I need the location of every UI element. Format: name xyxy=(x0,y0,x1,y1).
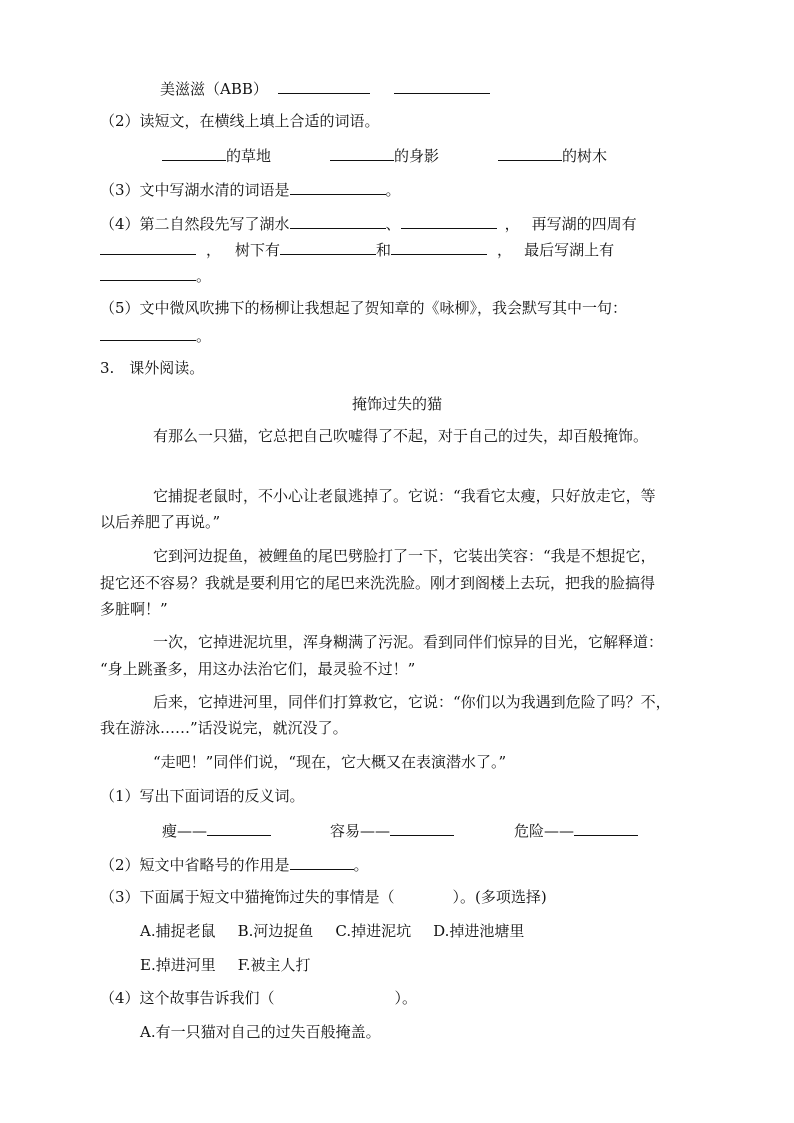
answer-blank[interactable] xyxy=(330,145,394,161)
antonym-item: 危险—— xyxy=(514,820,638,841)
sub-question-3: （3）下面属于短文中猫掩饰过失的事情是（ ）。(多项选择) xyxy=(100,888,547,906)
story-paragraph: “身上跳蚤多，用这办法治它们，最灵验不过！” xyxy=(100,660,416,678)
q2-item: 的身影 xyxy=(330,145,439,166)
question-5-cont: 。 xyxy=(100,325,211,346)
sub-question-2: （2）短文中省略号的作用是 。 xyxy=(100,856,369,874)
answer-blank[interactable] xyxy=(290,179,386,195)
story-paragraph: 一次，它掉进泥坑里，浑身糊满了污泥。看到同伴们惊异的目光，它解释道： xyxy=(153,633,664,651)
story-paragraph: 我在游泳……”话没说完，就沉没了。 xyxy=(100,719,348,737)
sub-question-1: （1）写出下面词语的反义词。 xyxy=(100,787,305,805)
abb-label: 美滋滋（ABB） xyxy=(160,80,268,98)
section-3-heading: 3. 课外阅读。 xyxy=(100,359,205,377)
choice-row xyxy=(140,921,524,941)
story-paragraph: 多脏啊！” xyxy=(100,600,168,618)
answer-blank[interactable] xyxy=(100,325,196,341)
answer-blank[interactable] xyxy=(280,239,376,255)
story-title: 掩饰过失的猫 xyxy=(351,395,442,413)
answer-blank[interactable] xyxy=(498,145,562,161)
answer-blank[interactable] xyxy=(574,820,638,836)
answer-blank[interactable] xyxy=(100,265,196,281)
answer-blank[interactable] xyxy=(391,239,487,255)
question-2: （2）读短文，在横线上填上合适的词语。 xyxy=(100,112,380,130)
q2-item: 的草地 xyxy=(162,145,271,166)
choice-option[interactable]: F.被主人打 xyxy=(237,956,311,974)
question-4: （4）第二自然段先写了湖水 、 ， 再写湖的四周有 xyxy=(100,215,637,233)
answer-blank[interactable] xyxy=(401,213,497,229)
question-4-cont2: 。 xyxy=(100,265,211,286)
question-4-cont: ， 树下有 和 ， 最后写湖上有 xyxy=(100,239,614,260)
story-paragraph: 后来，它掉进河里，同伴们打算救它，它说：“你们以为我遇到危险了吗？不， xyxy=(153,693,671,711)
choice-option[interactable]: E.掉进河里 xyxy=(140,956,216,974)
answer-blank[interactable] xyxy=(390,820,454,836)
answer-blank[interactable] xyxy=(290,213,386,229)
choice-row xyxy=(140,955,311,975)
story-paragraph: 它捕捉老鼠时，不小心让老鼠逃掉了。它说：“我看它太瘦，只好放走它，等 xyxy=(153,487,656,505)
story-paragraph: 捉它还不容易？我就是要利用它的尾巴来洗洗脸。刚才到阁楼上去玩，把我的脸搞得 xyxy=(100,574,656,592)
story-paragraph: 它到河边捉鱼，被鲤鱼的尾巴劈脸打了一下，它装出笑容：“我是不想捉它， xyxy=(153,547,656,565)
story-paragraph: 以后养肥了再说。” xyxy=(100,513,221,531)
q2-item: 的树木 xyxy=(498,145,607,166)
antonym-item: 瘦—— xyxy=(162,820,271,841)
answer-blank[interactable] xyxy=(207,820,271,836)
answer-blank[interactable] xyxy=(394,78,490,94)
sub-question-4: （4）这个故事告诉我们（ ）。 xyxy=(100,989,418,1007)
answer-blank[interactable] xyxy=(162,145,226,161)
choice-option[interactable]: D.掉进池塘里 xyxy=(433,922,525,940)
choice-option[interactable]: A.捕捉老鼠 xyxy=(140,922,216,940)
choice-option-a[interactable]: A.有一只猫对自己的过失百般掩盖。 xyxy=(140,1023,381,1041)
choice-option[interactable]: B.河边捉鱼 xyxy=(237,922,314,940)
question-5: （5）文中微风吹拂下的杨柳让我想起了贺知章的《咏柳》，我会默写其中一句： xyxy=(100,299,628,317)
question-3: （3）文中写湖水清的词语是 。 xyxy=(100,181,401,199)
answer-blank[interactable] xyxy=(100,239,196,255)
story-paragraph: 有那么一只猫，它总把自己吹嘘得了不起，对于自己的过失，却百般掩饰。 xyxy=(153,427,649,445)
choice-option[interactable]: C.掉进泥坑 xyxy=(335,922,412,940)
story-paragraph: “走吧！”同伴们说，“现在，它大概又在表演潜水了。” xyxy=(153,753,507,771)
antonym-item: 容易—— xyxy=(330,820,454,841)
abb-item xyxy=(160,78,490,99)
answer-blank[interactable] xyxy=(278,78,370,94)
answer-blank[interactable] xyxy=(290,854,354,870)
